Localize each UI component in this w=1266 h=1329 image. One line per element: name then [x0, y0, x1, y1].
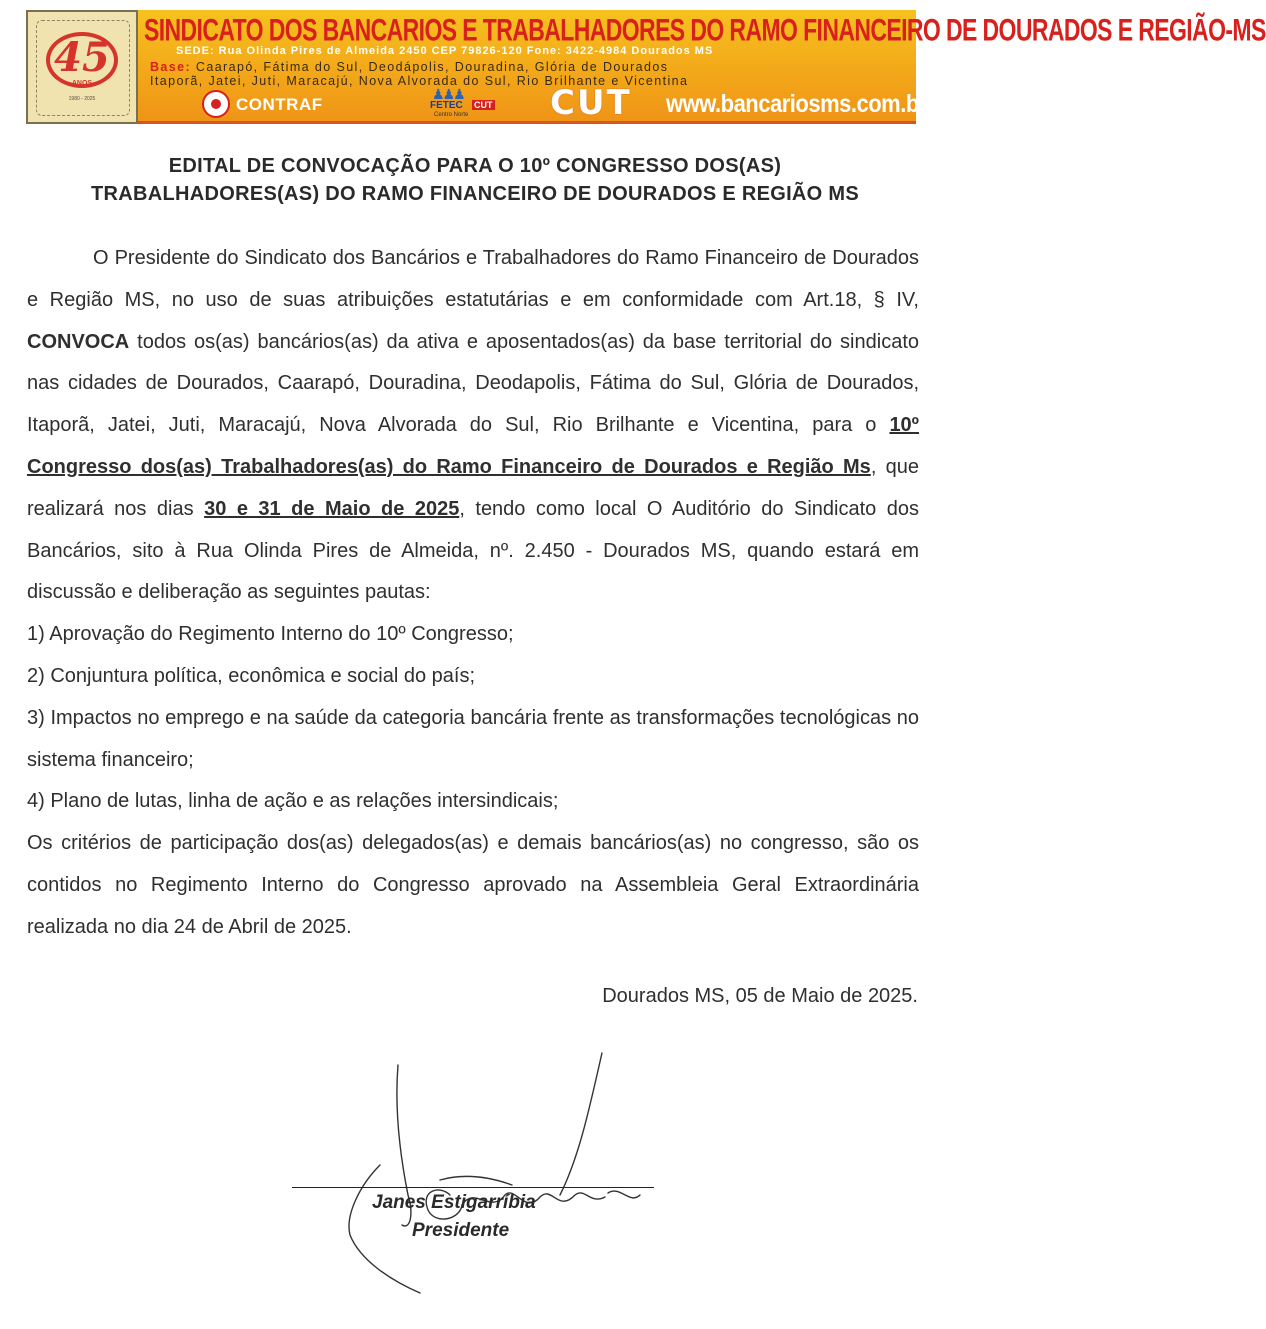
- document-body: [27, 238, 919, 949]
- base-cities-line2: Itaporã, Jatei, Juti, Maracajú, Nova Alvorada do Sul, Rio Brilhante e Vicentina: [150, 74, 689, 88]
- document-title: [0, 152, 950, 208]
- criteria-paragraph: Os critérios de participação dos(as) delegados(as) e demais bancários(as) no congresso, são os contidos no Regimento Interno do Congresso aprovado na Assembleia Geral Extraordinária realizada no dia 24 de Abril de 2025.: [27, 832, 919, 938]
- base-label: Base:: [150, 60, 192, 74]
- title-line-2: TRABALHADORES(AS) DO RAMO FINANCEIRO DE DOURADOS E REGIÃO MS: [90, 183, 859, 205]
- contraf-text: CONTRAF: [236, 95, 323, 114]
- p1-intro: O Presidente do Sindicato dos Bancários e Trabalhadores do Ramo Financeiro de Dourados e Região MS, no uso de suas atribuições estatutárias e em conformidade com Art.18, § IV,: [27, 247, 919, 311]
- handwritten-signature: [290, 1045, 670, 1305]
- congress-name: 10º Congresso dos(as) Trabalhadores(as) do Ramo Financeiro de Dourados e Região Ms: [27, 414, 919, 478]
- convoca-word: CONVOCA: [27, 330, 130, 353]
- convocation-paragraph: [27, 238, 919, 614]
- congress-dates: 30 e 31 de Maio de 2025: [204, 497, 460, 520]
- contraf-icon: [202, 90, 230, 118]
- fetec-subtitle: Centro Norte: [434, 112, 469, 118]
- fetec-cut-badge: CUT: [474, 100, 493, 110]
- p1-when: , que realizará nos dias: [27, 455, 919, 520]
- agenda-item: 3) Impactos no emprego e na saúde da categoria bancária frente as transformações tecnológicas no sistema financeiro;: [27, 706, 919, 771]
- fetec-logo: [428, 86, 506, 120]
- logo-number: 45: [54, 34, 110, 81]
- union-address: SEDE: Rua Olinda Pires de Almeida 2450 CEP 79826-120 Fone: 3422-4984 Dourados MS: [176, 45, 714, 57]
- website-link[interactable]: www.bancariosms.com.br: [666, 89, 927, 118]
- anniversary-logo: [26, 10, 138, 124]
- agenda-item: 4) Plano de lutas, linha de ação e as relações intersindicais;: [27, 790, 559, 813]
- signatory-name: Janes Estigarríbia: [372, 1192, 536, 1213]
- signatory-role: Presidente: [412, 1220, 510, 1241]
- logo-subtitle: ANOS: [71, 80, 93, 87]
- people-icon: ♟♟♟: [432, 86, 464, 102]
- agenda-item: 2) Conjuntura política, econômica e social do país;: [27, 664, 476, 687]
- p1-audience: todos os(as) bancários(as) da ativa e aposentados(as) da base territorial do sindicato nas cidades de Dourados, Caarapó, Douradina, Deodapolis, Fátima do Sul, Glória de Dourados, Itaporã, Jatei, Juti, Maracajú, Nova Alvorada do Sul, Rio Brilhante e Vicentina, para o: [27, 330, 919, 437]
- contraf-logo: [202, 90, 372, 118]
- cut-logo: CUT: [550, 83, 632, 123]
- logo-years: 1980 - 2025: [68, 96, 96, 102]
- fetec-text: FETEC: [430, 100, 463, 111]
- letterhead-banner: [26, 10, 1266, 124]
- union-name: SINDICATO DOS BANCARIOS E TRABALHADORES DO RAMO FINANCEIRO DE DOURADOS E REGIÃO-MS: [144, 12, 1266, 48]
- base-cities-line1: Caarapó, Fátima do Sul, Deodápolis, Douradina, Glória de Dourados: [195, 60, 669, 74]
- agenda-item: 1) Aprovação do Regimento Interno do 10º Congresso;: [27, 623, 514, 646]
- p1-location: , tendo como local O Auditório do Sindicato dos Bancários, sito à Rua Olinda Pires de Almeida, nº. 2.450 - Dourados MS, quando estará em discussão e deliberação as seguintes pautas:: [27, 497, 920, 604]
- signature-line: [292, 1187, 654, 1188]
- title-line-1: EDITAL DE CONVOCAÇÃO PARA O 10º CONGRESSO DOS(AS): [168, 155, 782, 177]
- place-and-date: Dourados MS, 05 de Maio de 2025.: [602, 985, 918, 1007]
- union-base-cities: [150, 60, 918, 88]
